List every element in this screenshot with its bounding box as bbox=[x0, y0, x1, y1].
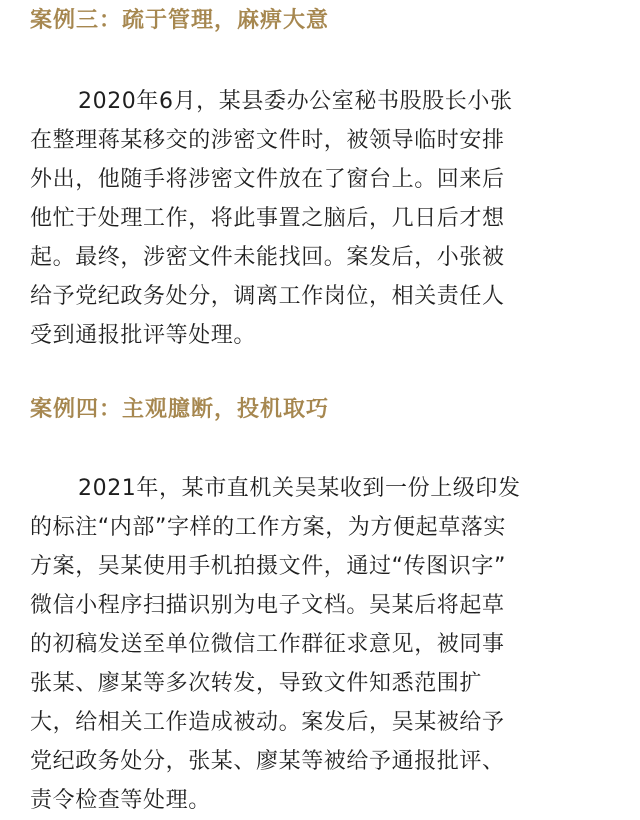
case-3-line: 外出，他随手将涉密文件放在了窗台上。回来后 bbox=[30, 167, 505, 192]
case-3-paragraph bbox=[30, 82, 614, 355]
case-4-line: 大，给相关工作造成被动。案发后，吴某被给予 bbox=[30, 710, 505, 735]
case-3-line: 起。最终，涉密文件未能找回。案发后，小张被 bbox=[30, 245, 505, 270]
case-3-line: 2020年6月，某县委办公室秘书股股长小张 bbox=[78, 89, 513, 114]
case-3-line: 他忙于处理工作，将此事置之脑后，几日后才想 bbox=[30, 206, 505, 231]
case-3-line: 在整理蒋某移交的涉密文件时，被领导临时安排 bbox=[30, 128, 505, 153]
case-4-line: 2021年，某市直机关吴某收到一份上级印发 bbox=[78, 476, 521, 501]
case-4-paragraph bbox=[30, 469, 614, 820]
case-4-line: 的初稿发送至单位微信工作群征求意见，被同事 bbox=[30, 632, 505, 657]
case-4-line: 方案，吴某使用手机拍摄文件，通过“传图识字” bbox=[30, 554, 506, 579]
case-3-line: 受到通报批评等处理。 bbox=[30, 323, 257, 348]
case-4-line: 的标注“内部”字样的工作方案，为方便起草落实 bbox=[30, 515, 506, 540]
case-4-line: 责令检查等处理。 bbox=[30, 788, 211, 813]
case-4-line: 张某、廖某等多次转发，导致文件知悉范围扩 bbox=[30, 671, 483, 696]
case-4-line: 党纪政务处分，张某、廖某等被给予通报批评、 bbox=[30, 749, 505, 774]
case-4-heading: 案例四：主观臆断，投机取巧 bbox=[30, 397, 330, 422]
case-3-heading: 案例三：疏于管理，麻痹大意 bbox=[30, 8, 330, 33]
case-4-line: 微信小程序扫描识别为电子文档。吴某后将起草 bbox=[30, 593, 505, 618]
case-3-line: 给予党纪政务处分，调离工作岗位，相关责任人 bbox=[30, 284, 505, 309]
